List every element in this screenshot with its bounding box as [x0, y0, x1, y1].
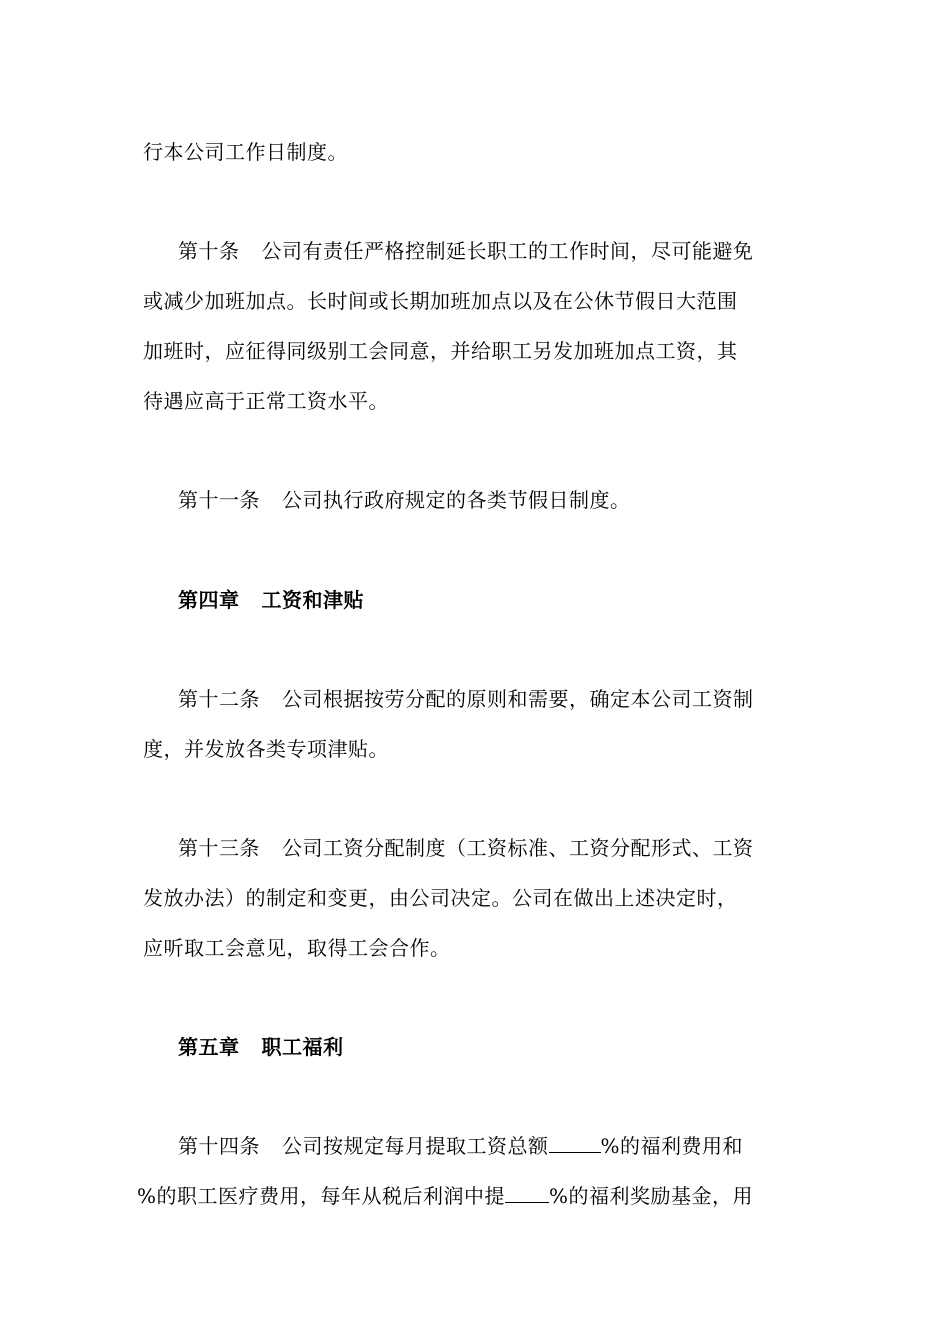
article-number: 第十条 [178, 239, 240, 263]
article-text: 加班时，应征得同级别工会同意，并给职工另发加班加点工资，其 [143, 339, 738, 363]
article-text: 发放办法）的制定和变更，由公司决定。公司在做出上述决定时， [143, 886, 738, 910]
article-10-line [143, 287, 738, 315]
article-text: %的职工医疗费用，每年从税后利润中提 [137, 1184, 506, 1208]
article-10 [178, 237, 754, 265]
article-10-line [143, 337, 738, 365]
article-13 [178, 834, 754, 862]
article-11 [178, 486, 631, 514]
article-text: 公司根据按劳分配的原则和需要，确定本公司工资制 [282, 687, 754, 711]
paragraph-continuation [143, 138, 348, 166]
chapter-title: 工资和津贴 [261, 588, 364, 612]
article-text: 公司工资分配制度（工资标准、工资分配形式、工资 [282, 836, 754, 860]
article-12-line [143, 735, 389, 763]
chapter-number: 第四章 [178, 588, 240, 612]
article-text: %的福利奖励基金，用 [549, 1184, 754, 1208]
article-13-line [143, 934, 451, 962]
chapter-title: 职工福利 [261, 1035, 344, 1059]
article-12 [178, 685, 754, 713]
article-10-line [143, 387, 389, 415]
article-text: %的福利费用和 [600, 1134, 744, 1158]
fill-in-blank[interactable] [549, 1134, 601, 1153]
article-text: 公司有责任严格控制延长职工的工作时间，尽可能避免 [261, 239, 754, 263]
chapter-number: 第五章 [178, 1035, 240, 1059]
article-number: 第十三条 [178, 836, 260, 860]
article-13-line [143, 884, 738, 912]
article-14 [178, 1132, 743, 1160]
paragraph-text: 行本公司工作日制度。 [143, 140, 348, 164]
article-14-line [137, 1182, 753, 1210]
article-text: 公司执行政府规定的各类节假日制度。 [282, 488, 631, 512]
article-number: 第十二条 [178, 687, 260, 711]
article-text: 或减少加班加点。长时间或长期加班加点以及在公休节假日大范围 [143, 289, 738, 313]
article-text: 度，并发放各类专项津贴。 [143, 737, 389, 761]
chapter-4-heading [178, 586, 364, 614]
article-text: 待遇应高于正常工资水平。 [143, 389, 389, 413]
article-number: 第十一条 [178, 488, 260, 512]
chapter-5-heading [178, 1033, 344, 1061]
article-text: 公司按规定每月提取工资总额 [282, 1134, 549, 1158]
article-number: 第十四条 [178, 1134, 260, 1158]
fill-in-blank[interactable] [505, 1184, 549, 1203]
article-text: 应听取工会意见，取得工会合作。 [143, 936, 451, 960]
